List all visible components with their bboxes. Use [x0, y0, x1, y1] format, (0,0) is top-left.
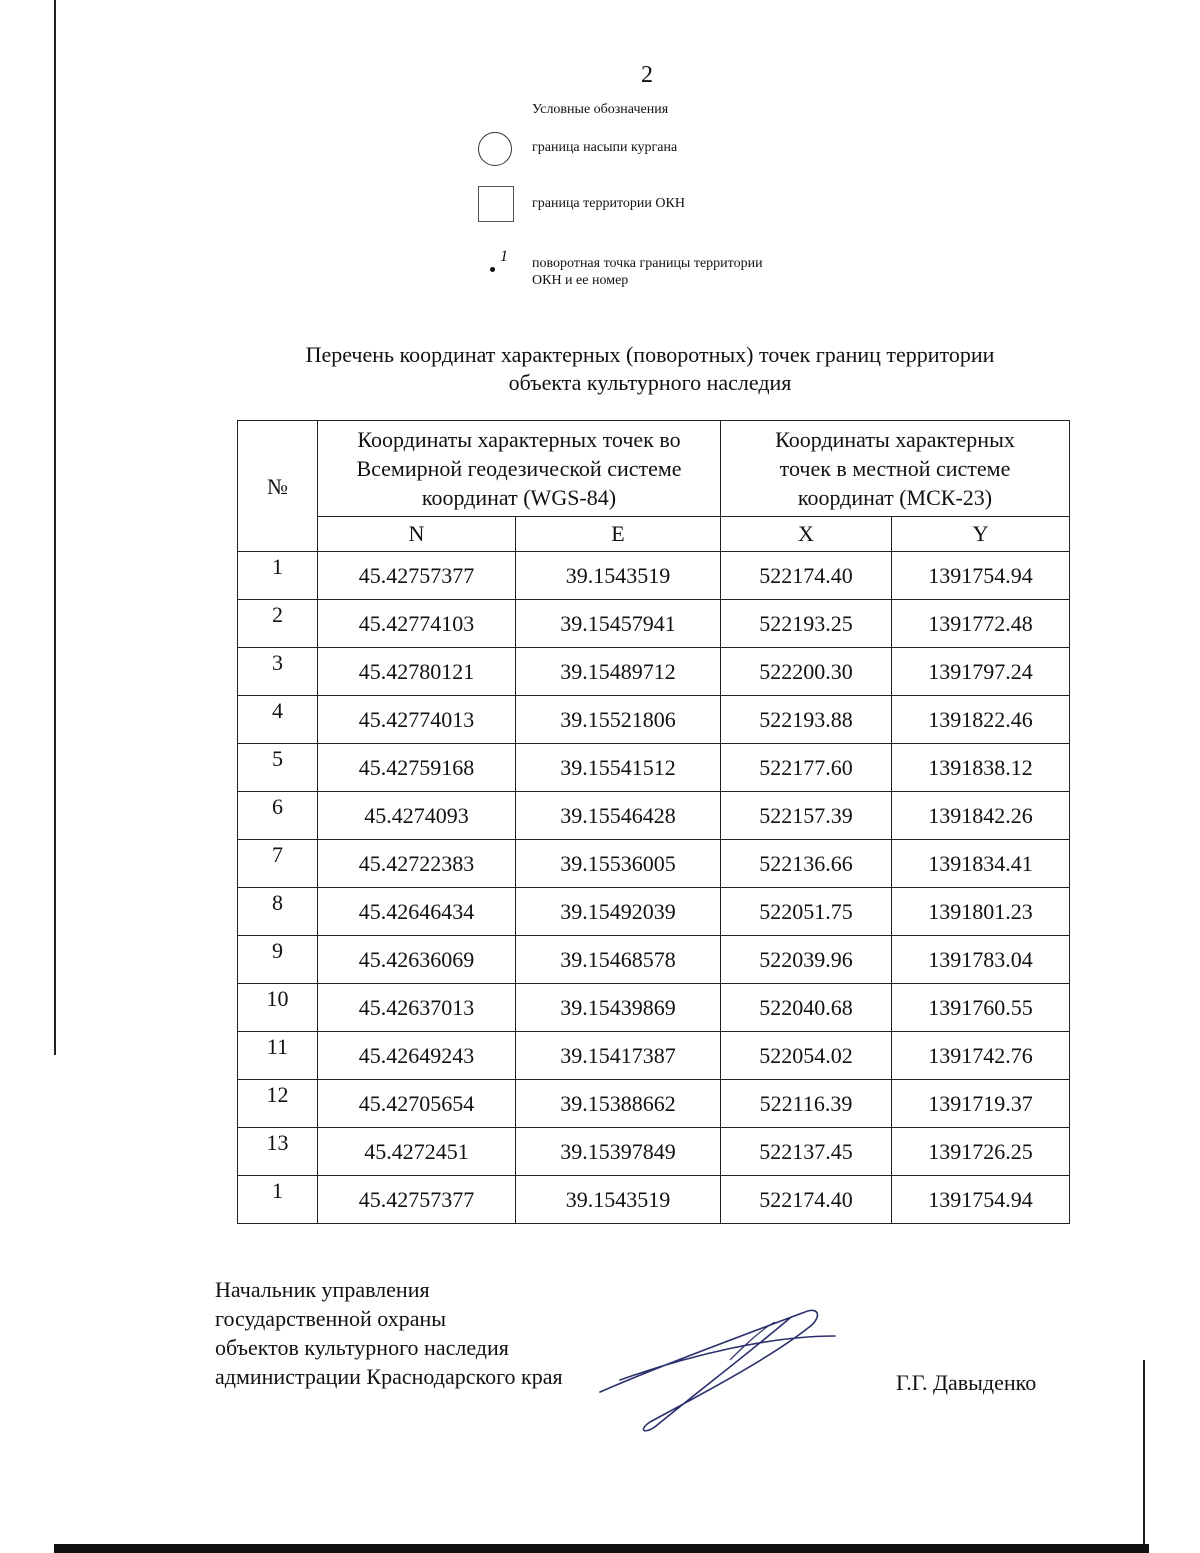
cell-n: 45.42649243 [318, 1032, 516, 1080]
cell-n: 45.4272451 [318, 1128, 516, 1176]
header-line: координат (МСК-23) [797, 485, 993, 510]
header-line: Всемирной геодезической системе [356, 456, 682, 481]
cell-x: 522157.39 [721, 792, 892, 840]
cell-x: 522040.68 [721, 984, 892, 1032]
cell-x: 522137.45 [721, 1128, 892, 1176]
cell-e: 39.1543519 [516, 1176, 721, 1224]
cell-no: 4 [238, 696, 318, 744]
position-line: Начальник управления [215, 1277, 430, 1302]
header-no: № [238, 421, 318, 552]
cell-y: 1391742.76 [892, 1032, 1070, 1080]
cell-no: 1 [238, 552, 318, 600]
header-line: координат (WGS-84) [421, 485, 617, 510]
cell-y: 1391834.41 [892, 840, 1070, 888]
header-wgs84 [318, 421, 721, 517]
cell-y: 1391797.24 [892, 648, 1070, 696]
cell-y: 1391760.55 [892, 984, 1070, 1032]
legend-label-line: ОКН и ее номер [532, 273, 629, 288]
cell-n: 45.4274093 [318, 792, 516, 840]
signatory-name: Г.Г. Давыденко [896, 1370, 1037, 1395]
cell-x: 522193.25 [721, 600, 892, 648]
circle-icon [478, 132, 512, 166]
cell-n: 45.42636069 [318, 936, 516, 984]
cell-x: 522039.96 [721, 936, 892, 984]
title-line: объекта культурного наследия [508, 370, 792, 395]
legend-label: граница насыпи кургана [532, 140, 678, 155]
header-msk23 [721, 421, 1070, 517]
point-icon [478, 248, 518, 282]
page-number: 2 [641, 62, 653, 88]
cell-no: 13 [238, 1128, 318, 1176]
cell-x: 522136.66 [721, 840, 892, 888]
cell-no: 6 [238, 792, 318, 840]
cell-e: 39.15489712 [516, 648, 721, 696]
header-e: E [516, 517, 721, 552]
point-number: 1 [500, 248, 508, 265]
cell-n: 45.42774103 [318, 600, 516, 648]
position-line: государственной охраны [215, 1306, 447, 1331]
cell-e: 39.15397849 [516, 1128, 721, 1176]
cell-e: 39.15457941 [516, 600, 721, 648]
cell-e: 39.15492039 [516, 888, 721, 936]
point-dot [490, 267, 495, 272]
table-row [238, 600, 1070, 648]
cell-no: 3 [238, 648, 318, 696]
cell-n: 45.42759168 [318, 744, 516, 792]
table-row [238, 792, 1070, 840]
cell-e: 39.15541512 [516, 744, 721, 792]
cell-e: 39.15546428 [516, 792, 721, 840]
header-x: X [721, 517, 892, 552]
table-row [238, 696, 1070, 744]
cell-y: 1391726.25 [892, 1128, 1070, 1176]
cell-y: 1391822.46 [892, 696, 1070, 744]
cell-e: 39.15439869 [516, 984, 721, 1032]
table-row [238, 1032, 1070, 1080]
cell-e: 39.15388662 [516, 1080, 721, 1128]
cell-n: 45.42757377 [318, 1176, 516, 1224]
cell-x: 522054.02 [721, 1032, 892, 1080]
header-n: N [318, 517, 516, 552]
table-row [238, 840, 1070, 888]
scan-edge-right [1143, 1360, 1145, 1553]
square-icon [478, 186, 514, 222]
cell-n: 45.42774013 [318, 696, 516, 744]
cell-y: 1391772.48 [892, 600, 1070, 648]
legend-title: Условные обозначения [532, 102, 669, 117]
legend-label: граница территории ОКН [532, 196, 685, 211]
table-row [238, 984, 1070, 1032]
cell-x: 522174.40 [721, 552, 892, 600]
cell-y: 1391783.04 [892, 936, 1070, 984]
scan-edge-left [54, 0, 56, 1055]
cell-n: 45.42705654 [318, 1080, 516, 1128]
cell-no: 11 [238, 1032, 318, 1080]
cell-no: 12 [238, 1080, 318, 1128]
cell-no: 7 [238, 840, 318, 888]
cell-n: 45.42757377 [318, 552, 516, 600]
signatory-position [215, 1275, 563, 1391]
cell-e: 39.15536005 [516, 840, 721, 888]
scan-edge-bottom [54, 1544, 1149, 1553]
title-line: Перечень координат характерных (поворотных) точек границ территории [305, 342, 995, 367]
cell-no: 10 [238, 984, 318, 1032]
legend-label [532, 255, 763, 289]
cell-e: 39.1543519 [516, 552, 721, 600]
table-row [238, 744, 1070, 792]
cell-y: 1391719.37 [892, 1080, 1070, 1128]
cell-n: 45.42722383 [318, 840, 516, 888]
table-row [238, 888, 1070, 936]
table-row [238, 1128, 1070, 1176]
table-row [238, 552, 1070, 600]
cell-no: 5 [238, 744, 318, 792]
cell-x: 522116.39 [721, 1080, 892, 1128]
cell-no: 9 [238, 936, 318, 984]
legend-label-line: поворотная точка границы территории [532, 256, 763, 271]
cell-e: 39.15521806 [516, 696, 721, 744]
cell-x: 522177.60 [721, 744, 892, 792]
cell-x: 522200.30 [721, 648, 892, 696]
cell-e: 39.15417387 [516, 1032, 721, 1080]
cell-n: 45.42780121 [318, 648, 516, 696]
table-row [238, 1080, 1070, 1128]
cell-y: 1391754.94 [892, 552, 1070, 600]
cell-no: 8 [238, 888, 318, 936]
cell-n: 45.42646434 [318, 888, 516, 936]
cell-y: 1391842.26 [892, 792, 1070, 840]
cell-n: 45.42637013 [318, 984, 516, 1032]
table-row [238, 1176, 1070, 1224]
header-line: точек в местной системе [779, 456, 1011, 481]
cell-x: 522174.40 [721, 1176, 892, 1224]
cell-e: 39.15468578 [516, 936, 721, 984]
cell-x: 522051.75 [721, 888, 892, 936]
cell-no: 1 [238, 1176, 318, 1224]
handwritten-signature [590, 1300, 840, 1440]
cell-x: 522193.88 [721, 696, 892, 744]
coordinates-table [237, 420, 1070, 1224]
position-line: администрации Краснодарского края [215, 1364, 563, 1389]
header-y: Y [892, 517, 1070, 552]
header-line: Координаты характерных точек во [357, 427, 681, 452]
cell-y: 1391754.94 [892, 1176, 1070, 1224]
cell-y: 1391801.23 [892, 888, 1070, 936]
header-line: Координаты характерных [775, 427, 1015, 452]
document-title [230, 341, 1070, 397]
position-line: объектов культурного наследия [215, 1335, 509, 1360]
cell-y: 1391838.12 [892, 744, 1070, 792]
table-row [238, 936, 1070, 984]
table-row [238, 648, 1070, 696]
cell-no: 2 [238, 600, 318, 648]
